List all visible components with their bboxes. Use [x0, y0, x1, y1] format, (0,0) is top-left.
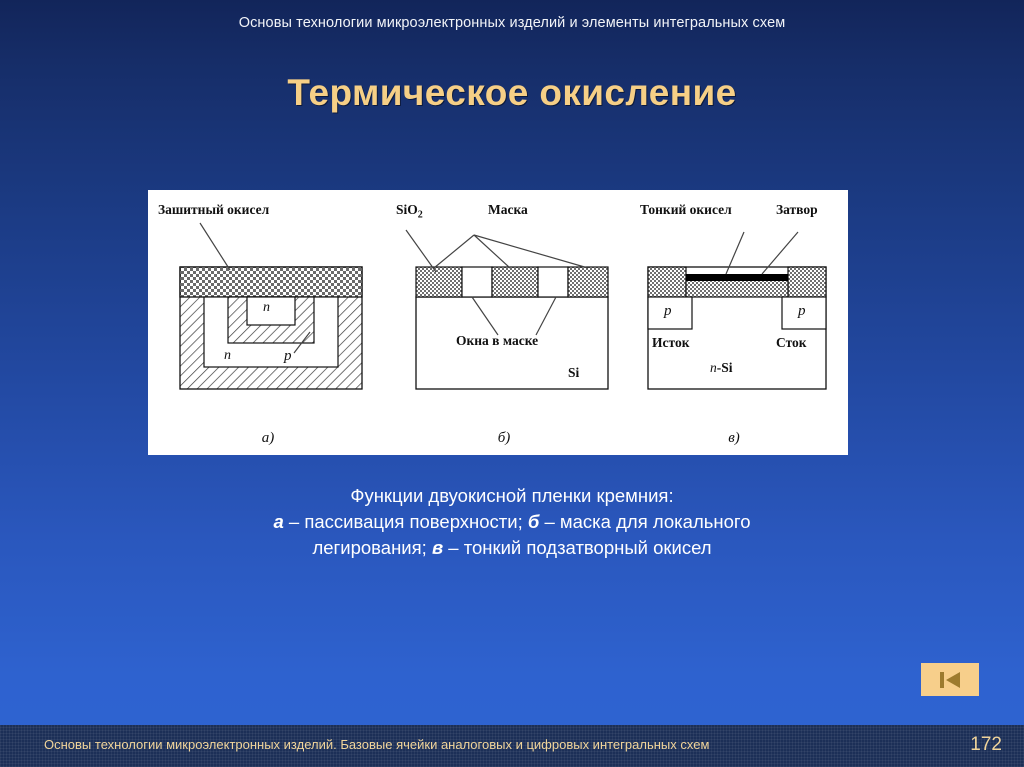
label-gate: Затвор — [776, 202, 818, 217]
first-slide-button[interactable] — [921, 663, 979, 696]
label-sio2-main: SiO — [396, 202, 418, 217]
label-region-n-top: n — [263, 300, 270, 315]
course-header-title: Основы технологии микроэлектронных изделий и элементы интегральных схем — [238, 15, 786, 31]
figure-part-c — [620, 190, 848, 455]
marker-a: а — [273, 511, 284, 532]
description-line-3 — [0, 535, 1024, 561]
marker-v: в — [431, 537, 444, 558]
label-region-p: p — [284, 348, 292, 364]
previous-first-icon — [937, 670, 963, 690]
label-mask: Маска — [488, 202, 528, 217]
label-region-n-bottom: n — [224, 348, 231, 363]
description-line-2 — [0, 509, 1024, 535]
figure-part-a — [148, 190, 388, 455]
label-substrate-si: Si — [568, 365, 580, 380]
label-thin-oxide: Тонкий окисел — [640, 202, 732, 217]
label-drain-region-p: p — [798, 303, 806, 319]
page-number: 172 — [970, 734, 1002, 755]
figure-caption-a: а) — [261, 430, 275, 446]
label-protective-oxide: Зашитный окисел — [158, 202, 270, 217]
figure-caption-b: б) — [497, 430, 511, 446]
figure-caption-c: в) — [728, 430, 740, 446]
description-line-3-b: – тонкий подзатворный окисел — [443, 537, 712, 558]
page-title: Термическое окисление — [287, 72, 737, 113]
footer-text: Основы технологии микроэлектронных изделий. Базовые ячейки аналоговых и цифровых интегральных схем — [44, 737, 710, 752]
label-n-italic: n — [710, 360, 717, 375]
description-line-3-a: легирования; — [312, 537, 432, 558]
label-source: Исток — [652, 335, 690, 350]
description-line-2-a: – пассивация поверхности; — [283, 511, 528, 532]
figure-part-b — [388, 190, 620, 455]
figure-panel — [148, 190, 848, 455]
footer-bar — [0, 725, 1024, 767]
figure-description — [0, 483, 1024, 561]
description-line-2-b: – маска для локального — [539, 511, 751, 532]
description-line-1: Функции двуокисной пленки кремния: — [350, 485, 674, 506]
label-source-region-p: p — [664, 303, 672, 319]
label-si-rest: -Si — [716, 360, 733, 375]
marker-b: б — [527, 511, 540, 532]
label-drain: Сток — [776, 335, 807, 350]
label-mask-windows: Окна в маске — [456, 333, 539, 348]
label-sio2-subscript: 2 — [417, 209, 423, 221]
